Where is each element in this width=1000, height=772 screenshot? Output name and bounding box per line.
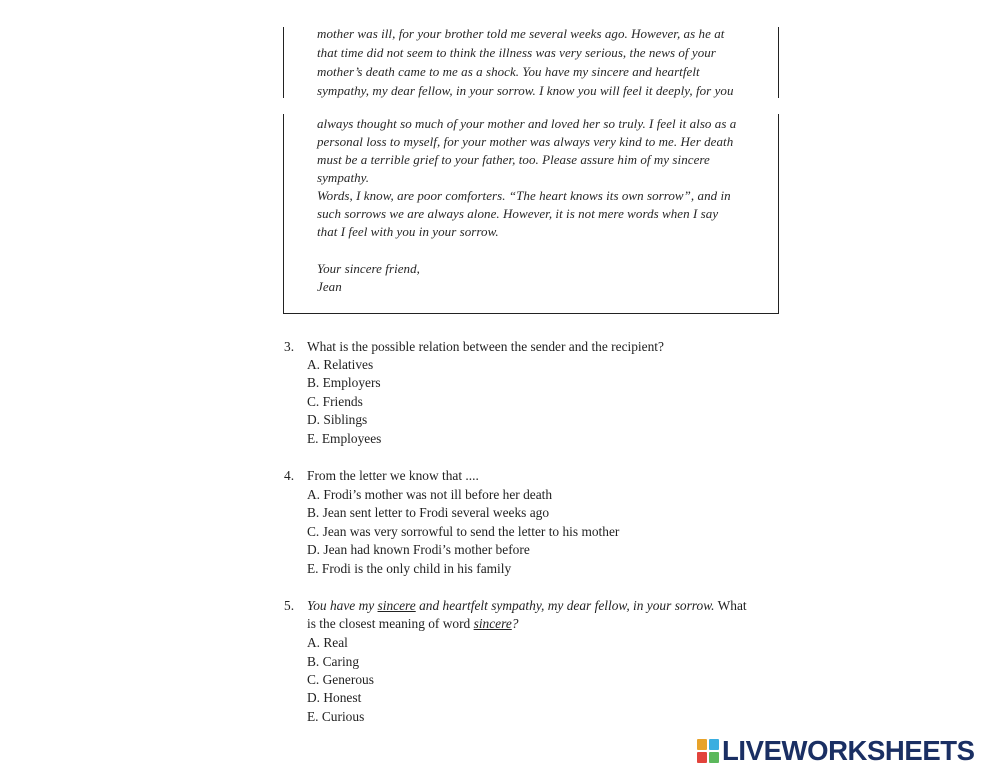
quote-rest: and heartfelt sympathy, my dear fellow, in your sorrow. [415, 598, 715, 613]
letter-line: Words, I know, are poor comforters. “The heart knows its own sorrow”, and in [317, 188, 731, 203]
logo-cube-v [697, 752, 707, 763]
letter-line: that I feel with you in your sorrow. [317, 224, 499, 239]
letter-closing: Your sincere friend, [317, 261, 420, 276]
question-prefix: is the closest meaning of word [307, 616, 474, 631]
question-text: What is the possible relation between the sender and the recipient? [307, 339, 664, 354]
logo-text: LIVEWORKSHEETS [722, 735, 975, 766]
option-e[interactable]: E. Curious [307, 709, 365, 724]
option-c[interactable]: C. Generous [307, 672, 374, 687]
letter-line: sympathy. [317, 170, 370, 185]
letter-line: personal loss to myself, for your mother was always very kind to me. Her death [317, 134, 734, 149]
option-c[interactable]: C. Jean was very sorrowful to send the letter to his mother [307, 524, 620, 539]
underlined-word: sincere [377, 598, 416, 613]
option-a[interactable]: A. Frodi’s mother was not ill before her death [307, 487, 553, 502]
letter-box-bottom [283, 114, 779, 314]
letter-line: must be a terrible grief to your father, too. Please assure him of my sincere [317, 152, 710, 167]
option-d[interactable]: D. Siblings [307, 412, 368, 427]
letter-line: such sorrows we are always alone. However, it is not mere words when I say [317, 206, 719, 221]
question-text-line-2 [307, 615, 518, 633]
question-number: 3. [284, 339, 295, 354]
logo-cube-e [709, 752, 719, 763]
quote-prefix: You have my [307, 598, 378, 613]
letter-box-top [283, 27, 779, 98]
option-e[interactable]: E. Employees [307, 431, 382, 446]
liveworksheets-logo[interactable] [697, 737, 997, 767]
letter-line: mother was ill, for your brother told me several weeks ago. However, as he at [317, 26, 725, 41]
option-d[interactable]: D. Jean had known Frodi’s mother before [307, 542, 530, 557]
letter-line: mother’s death came to me as a shock. You have my sincere and heartfelt [317, 64, 700, 79]
option-a[interactable]: A. Real [307, 635, 348, 650]
letter-line: sympathy, my dear fellow, in your sorrow. I know you will feel it deeply, for you [317, 83, 734, 98]
option-c[interactable]: C. Friends [307, 394, 363, 409]
letter-signature: Jean [317, 279, 342, 294]
question-text: From the letter we know that .... [307, 468, 479, 483]
option-b[interactable]: B. Employers [307, 375, 381, 390]
letter-line: always thought so much of your mother and loved her so truly. I feel it also as a [317, 116, 737, 131]
logo-cubes-icon [697, 739, 719, 763]
question-number: 5. [284, 598, 295, 613]
option-a[interactable]: A. Relatives [307, 357, 374, 372]
question-number: 4. [284, 468, 295, 483]
option-b[interactable]: B. Jean sent letter to Frodi several weeks ago [307, 505, 550, 520]
question-suffix: What [714, 598, 747, 613]
letter-line: that time did not seem to think the illness was very serious, the news of your [317, 45, 716, 60]
option-d[interactable]: D. Honest [307, 690, 362, 705]
logo-cube-l [697, 739, 707, 750]
question-mark: ? [511, 616, 519, 631]
underlined-word: sincere [473, 616, 512, 631]
option-e[interactable]: E. Frodi is the only child in his family [307, 561, 512, 576]
option-b[interactable]: B. Caring [307, 654, 360, 669]
logo-cube-i [709, 739, 719, 750]
question-text-line-1 [307, 597, 747, 615]
